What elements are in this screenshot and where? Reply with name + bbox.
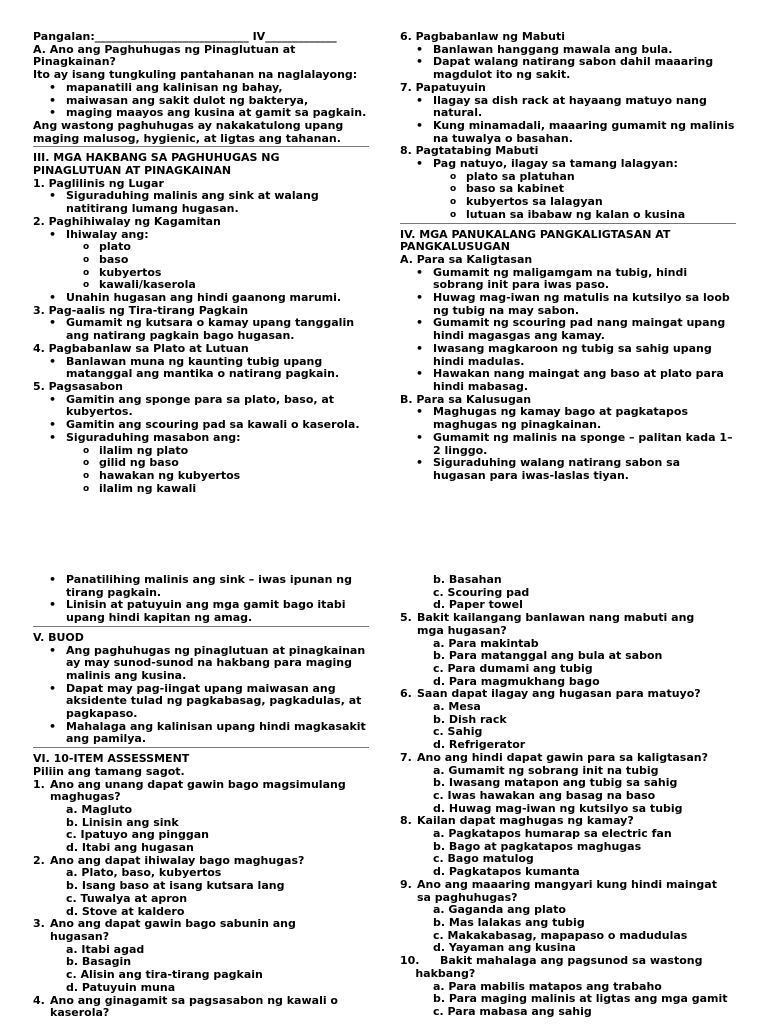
- text-line: Pangalan:____________________________ IV_____________: [33, 30, 337, 43]
- bullet-icon: •: [416, 291, 424, 305]
- bullet-text: gilid ng baso: [99, 456, 179, 470]
- bullet-continuation: hindi magasgas ang kamay.: [433, 329, 605, 343]
- hollow-bullet-icon: o: [83, 280, 90, 291]
- answer-option: a. Pagkatapos humarap sa electric fan: [433, 827, 672, 841]
- sub-bullet-item: [33, 483, 369, 496]
- bullet-item: [33, 721, 369, 734]
- bullet-text: Dapat walang natirang sabon dahil maaaring: [433, 55, 714, 69]
- answer-option: b. Dish rack: [433, 712, 507, 726]
- text-line: Ang wastong paghuhugas ay nakakatulong upang: [33, 118, 344, 132]
- text-line: V. BUOD: [33, 630, 84, 644]
- bullet-item: [400, 432, 736, 445]
- text-line: VI. 10-ITEM ASSESSMENT: [33, 752, 190, 766]
- section-divider: [33, 626, 369, 627]
- answer-option: a. Mesa: [433, 700, 481, 714]
- bullet-text: kubyertos sa lalagyan: [466, 195, 603, 209]
- question-item: [400, 612, 736, 625]
- question-number: 4.: [33, 993, 45, 1007]
- hollow-bullet-icon: o: [450, 209, 457, 220]
- question-text: Saan dapat ilagay ang hugasan para matuyo?: [417, 687, 701, 701]
- sub-bullet-item: [33, 241, 369, 254]
- text-line: A. Para sa Kaligtasan: [400, 252, 533, 266]
- section-divider: [33, 747, 369, 748]
- answer-option: d. Pagkatapos kumanta: [433, 865, 580, 879]
- bullet-item: [400, 56, 736, 69]
- answer-option: c. Scouring pad: [433, 585, 530, 599]
- bullet-icon: •: [416, 316, 424, 330]
- bullet-continuation: ang pamilya.: [66, 732, 147, 746]
- bullet-text: ilalim ng kawali: [99, 481, 197, 495]
- text-line: PINAGLUTUAN AT PINAGKAINAN: [33, 164, 232, 178]
- answer-option: b. Bago at pagkatapos maghugas: [433, 839, 642, 853]
- answer-option: d. Itabi ang hugasan: [66, 841, 194, 855]
- text-line: 6. Pagbabanlaw ng Mabuti: [400, 30, 565, 43]
- hollow-bullet-icon: o: [83, 242, 90, 253]
- bullet-text: Siguraduhing walang natirang sabon sa: [433, 456, 681, 470]
- bullet-continuation: 2 linggo.: [433, 443, 488, 457]
- answer-option: c. Ipatuyo ang pinggan: [66, 828, 209, 842]
- question-continuation: maghugas?: [50, 790, 121, 804]
- left-column-bottom: [33, 574, 369, 1020]
- bullet-text: kubyertos: [99, 265, 162, 279]
- bullet-icon: •: [416, 367, 424, 381]
- bullet-icon: •: [49, 106, 57, 120]
- bullet-text: Mahalaga ang kalinisan upang hindi magkasakit: [66, 719, 366, 733]
- text-line: IV. MGA PANUKALANG PANGKALIGTASAN AT: [400, 227, 671, 241]
- right-column-top: [400, 31, 736, 483]
- bullet-continuation: upang hindi kapitan ng amag.: [66, 611, 253, 625]
- bullet-item: [400, 267, 736, 280]
- answer-option: d. Patuyuin muna: [66, 980, 176, 994]
- bullet-text: plato: [99, 240, 131, 254]
- hollow-bullet-icon: o: [83, 483, 90, 494]
- bullet-continuation: magdulot ito ng sakit.: [433, 68, 571, 82]
- question-item: [400, 752, 736, 765]
- bullet-continuation: sobrang init para iwas paso.: [433, 278, 610, 292]
- question-text: Ano ang maaaring mangyari kung hindi maingat: [417, 877, 717, 891]
- bullet-item: [33, 107, 369, 120]
- question-text: Bakit mahalaga ang pagsunod sa wastong: [417, 954, 703, 968]
- answer-option: d. Yayaman ang kusina: [433, 941, 576, 955]
- question-item: [33, 995, 369, 1008]
- question-text: Ano ang dapat gawin bago sabunin ang: [50, 917, 296, 931]
- answer-option: a. Para makintab: [433, 636, 539, 650]
- text-line: Ito ay isang tungkuling pantahanan na naglalayong:: [33, 68, 358, 82]
- answer-option: c. Bago matulog: [433, 852, 534, 866]
- bullet-text: Iwasang magkaroon ng tubig sa sahig upang: [433, 341, 712, 355]
- bullet-text: Gumamit ng scouring pad nang maingat upang: [433, 316, 726, 330]
- bullet-item: [33, 292, 369, 305]
- bullet-icon: •: [416, 55, 424, 69]
- bullet-icon: •: [49, 291, 57, 305]
- bullet-text: Siguraduhing malinis ang sink at walang: [66, 189, 319, 203]
- bullet-text: baso sa kabinet: [466, 182, 564, 196]
- text-line: PANGKALUSUGAN: [400, 240, 510, 254]
- bullet-item: [33, 432, 369, 445]
- question-continuation: hugasan?: [50, 929, 110, 943]
- question-number: 2.: [33, 853, 45, 867]
- left-column-top: [33, 31, 369, 495]
- bullet-icon: •: [416, 157, 424, 171]
- bullet-item: [33, 645, 369, 658]
- answer-option: c. Iwas hawakan ang basag na baso: [433, 788, 656, 802]
- question-text: Ano ang dapat ihiwalay bago maghugas?: [50, 853, 305, 867]
- question-number: 6.: [400, 687, 412, 701]
- bullet-item: [33, 190, 369, 203]
- bullet-item: [33, 574, 369, 587]
- bullet-text: Huwag mag-iwan ng matulis na kutsilyo sa loob: [433, 291, 730, 305]
- answer-option: b. Isang baso at isang kutsara lang: [66, 879, 285, 893]
- bullet-item: [400, 406, 736, 419]
- question-text: Bakit kailangang banlawan nang mabuti ang: [417, 611, 695, 625]
- bullet-text: hawakan ng kubyertos: [99, 468, 241, 482]
- question-number: 1.: [33, 777, 45, 791]
- bullet-text: baso: [99, 252, 129, 266]
- bullet-icon: •: [49, 643, 57, 657]
- section-divider: [400, 223, 736, 224]
- bullet-continuation: hugasan para iwas-laslas tiyan.: [433, 468, 629, 482]
- bullet-text: Banlawan muna ng kaunting tubig upang: [66, 354, 323, 368]
- bullet-icon: •: [49, 681, 57, 695]
- sub-bullet-item: [400, 171, 736, 184]
- question-continuation: sa paghuhugas?: [417, 890, 518, 904]
- bullet-icon: •: [49, 227, 57, 241]
- bullet-text: Gumamit ng malinis na sponge – palitan kada 1–: [433, 430, 733, 444]
- answer-option: a. Magluto: [66, 802, 133, 816]
- bullet-continuation: pagkapaso.: [66, 707, 138, 721]
- section-divider: [33, 146, 369, 147]
- question-number: 7.: [400, 750, 412, 764]
- question-item: [400, 955, 736, 968]
- question-number: 5.: [400, 611, 412, 625]
- bullet-continuation: aksidente tulad ng pagkabasag, pagkadulas, at: [66, 694, 362, 708]
- bullet-icon: •: [416, 430, 424, 444]
- answer-option: c. Sahig: [433, 725, 483, 739]
- answer-option: c. Tuwalya at apron: [66, 891, 188, 905]
- text-line: 7. Papatuyuin: [400, 80, 486, 94]
- bullet-icon: •: [416, 341, 424, 355]
- hollow-bullet-icon: o: [450, 171, 457, 182]
- bullet-continuation: ang natirang pagkain bago hugasan.: [66, 329, 295, 343]
- bullet-item: [400, 343, 736, 356]
- bullet-item: [400, 457, 736, 470]
- bullet-icon: •: [416, 405, 424, 419]
- answer-option: b. Linisin ang sink: [66, 815, 179, 829]
- bullet-continuation: matanggal ang mantika o natirang pagkain.: [66, 367, 340, 381]
- answer-option: b. Para maging malinis at ligtas ang mga gamit: [433, 992, 728, 1006]
- bullet-text: Hawakan nang maingat ang baso at plato para: [433, 367, 724, 381]
- bullet-continuation: kubyertos.: [66, 405, 133, 419]
- sub-bullet-item: [33, 267, 369, 280]
- bullet-item: [33, 394, 369, 407]
- bullet-text: ilalim ng plato: [99, 443, 189, 457]
- answer-option: c. Alisin ang tira-tirang pagkain: [66, 968, 263, 982]
- answer-option: d. Paper towel: [433, 598, 523, 612]
- bullet-icon: •: [416, 93, 424, 107]
- text-line: A. Ano ang Paghuhugas ng Pinaglutuan at: [33, 42, 296, 56]
- bullet-text: mapanatili ang kalinisan ng bahay,: [66, 80, 283, 94]
- bullet-icon: •: [49, 80, 57, 94]
- question-number: 3.: [33, 917, 45, 931]
- text-line: 5. Pagsasabon: [33, 379, 123, 393]
- bullet-text: Ihiwalay ang:: [66, 227, 149, 241]
- bullet-item: [33, 317, 369, 330]
- text-line: maging malusog, hygienic, at ligtas ang tahanan.: [33, 131, 341, 145]
- bullet-text: Ang paghuhugas ng pinaglutuan at pinagkainan: [66, 643, 366, 657]
- bullet-item: [400, 317, 736, 330]
- question-text: Kailan dapat maghugas ng kamay?: [417, 814, 634, 828]
- bullet-continuation: hindi madulas.: [433, 354, 525, 368]
- bullet-continuation: natitirang lumang hugasan.: [66, 202, 239, 216]
- answer-option: b. Basagin: [66, 955, 132, 969]
- answer-option: b. Para matanggal ang bula at sabon: [433, 649, 663, 663]
- question-item: [33, 779, 369, 792]
- answer-option: a. Gaganda ang plato: [433, 903, 566, 917]
- bullet-icon: •: [49, 598, 57, 612]
- bullet-continuation: tirang pagkain.: [66, 585, 162, 599]
- text-line: Pinagkainan?: [33, 55, 116, 69]
- bullet-text: plato sa platuhan: [466, 169, 575, 183]
- text-line: 4. Pagbabanlaw sa Plato at Lutuan: [33, 341, 249, 355]
- bullet-text: Panatilihing malinis ang sink – iwas ipunan ng: [66, 573, 352, 586]
- bullet-text: Kung minamadali, maaaring gumamit ng malinis: [433, 118, 735, 132]
- answer-option: a. Gumamit ng sobrang init na tubig: [433, 763, 659, 777]
- text-line: hakbang?: [400, 966, 476, 980]
- bullet-text: kawali/kaserola: [99, 278, 196, 292]
- answer-option: c. Para dumami ang tubig: [433, 661, 593, 675]
- bullet-icon: •: [49, 719, 57, 733]
- answer-option: d. Refrigerator: [433, 738, 526, 752]
- sub-bullet-item: [33, 470, 369, 483]
- bullet-text: Gumamit ng maligamgam na tubig, hindi: [433, 265, 688, 279]
- question-item: [400, 815, 736, 828]
- hollow-bullet-icon: o: [83, 470, 90, 481]
- answer-option: c. Makakabasag, mapapaso o madudulas: [433, 928, 688, 942]
- bullet-text: Siguraduhing masabon ang:: [66, 430, 241, 444]
- bullet-icon: •: [416, 118, 424, 132]
- bullet-item: [33, 356, 369, 369]
- bullet-text: lutuan sa ibabaw ng kalan o kusina: [466, 207, 686, 221]
- bullet-text: maiwasan ang sakit dulot ng bakterya,: [66, 93, 309, 107]
- bullet-continuation: natural.: [433, 106, 483, 120]
- bullet-text: Gamitin ang scouring pad sa kawali o kaserola.: [66, 418, 360, 432]
- hollow-bullet-icon: o: [83, 254, 90, 265]
- right-column-bottom: [400, 574, 736, 1019]
- question-number: 10.: [400, 954, 420, 968]
- bullet-text: Pag natuyo, ilagay sa tamang lalagyan:: [433, 157, 678, 171]
- bullet-item: [33, 599, 369, 612]
- bullet-icon: •: [49, 354, 57, 368]
- bullet-continuation: na tuwalya o basahan.: [433, 131, 573, 145]
- question-continuation: kaserola?: [50, 1006, 110, 1020]
- answer-option: b. Iwasang matapon ang tubig sa sahig: [433, 776, 678, 790]
- answer-option: c. Para mabasa ang sahig: [433, 1004, 592, 1018]
- sub-bullet-item: [33, 254, 369, 267]
- hollow-bullet-icon: o: [83, 458, 90, 469]
- bullet-icon: •: [416, 456, 424, 470]
- bullet-icon: •: [49, 430, 57, 444]
- bullet-continuation: hindi mabasag.: [433, 379, 529, 393]
- hollow-bullet-icon: o: [83, 267, 90, 278]
- question-number: 8.: [400, 814, 412, 828]
- answer-option: a. Para mabilis matapos ang trabaho: [433, 979, 662, 993]
- bullet-text: Gumamit ng kutsara o kamay upang tanggalin: [66, 316, 355, 330]
- question-text: Ano ang unang dapat gawin bago magsimulang: [50, 777, 346, 791]
- text-line: III. MGA HAKBANG SA PAGHUHUGAS NG: [33, 151, 280, 165]
- answer-option: a. Plato, baso, kubyertos: [66, 866, 222, 880]
- bullet-text: Unahin hugasan ang hindi gaanong marumi.: [66, 291, 342, 305]
- answer-option: b. Mas lalakas ang tubig: [433, 915, 585, 929]
- answer-option: b. Basahan: [433, 573, 502, 586]
- bullet-icon: •: [416, 42, 424, 56]
- sub-bullet-item: [400, 209, 736, 222]
- bullet-icon: •: [49, 189, 57, 203]
- text-line: 1. Paglilinis ng Lugar: [33, 176, 164, 190]
- bullet-icon: •: [49, 93, 57, 107]
- bullet-item: [400, 292, 736, 305]
- bullet-continuation: maghugas ng pinagkainan.: [433, 418, 602, 432]
- question-item: [400, 688, 736, 701]
- question-continuation: mga hugasan?: [417, 623, 507, 637]
- bullet-icon: •: [49, 316, 57, 330]
- text-line: 3. Pag-aalis ng Tira-tirang Pagkain: [33, 303, 249, 317]
- answer-option: d. Stove at kaldero: [66, 904, 185, 918]
- text-line: 8. Pagtatabing Mabuti: [400, 144, 539, 158]
- question-item: [33, 855, 369, 868]
- bullet-item: [400, 95, 736, 108]
- bullet-text: Banlawan hanggang mawala ang bula.: [433, 42, 673, 56]
- text-line: B. Para sa Kalusugan: [400, 392, 532, 406]
- question-text: Ano ang ginagamit sa pagsasabon ng kawali o: [50, 993, 338, 1007]
- bullet-icon: •: [49, 418, 57, 432]
- text-line: Piliin ang tamang sagot.: [33, 764, 185, 778]
- bullet-text: maging maayos ang kusina at gamit sa pagkain.: [66, 106, 367, 120]
- bullet-text: Gamitin ang sponge para sa plato, baso, at: [66, 392, 335, 406]
- question-item: [33, 918, 369, 931]
- answer-option: a. Itabi agad: [66, 942, 145, 956]
- bullet-item: [33, 683, 369, 696]
- bullet-text: Ilagay sa dish rack at hayaang matuyo nang: [433, 93, 707, 107]
- hollow-bullet-icon: o: [450, 184, 457, 195]
- bullet-icon: •: [49, 392, 57, 406]
- question-number: 9.: [400, 877, 412, 891]
- question-text: Ano ang hindi dapat gawin para sa kaligtasan?: [417, 750, 708, 764]
- bullet-continuation: ng tubig na may sabon.: [433, 303, 580, 317]
- question-item: [400, 879, 736, 892]
- bullet-continuation: ay may sunod-sunod na hakbang para maging: [66, 656, 352, 670]
- bullet-item: [400, 120, 736, 133]
- hollow-bullet-icon: o: [83, 445, 90, 456]
- bullet-item: [400, 368, 736, 381]
- bullet-text: Maghugas ng kamay bago at pagkatapos: [433, 405, 689, 419]
- text-line: 2. Paghihiwalay ng Kagamitan: [33, 214, 221, 228]
- sub-bullet-item: [33, 445, 369, 458]
- bullet-continuation: malinis ang kusina.: [66, 668, 187, 682]
- bullet-item: [33, 229, 369, 242]
- bullet-icon: •: [416, 265, 424, 279]
- hollow-bullet-icon: o: [450, 197, 457, 208]
- answer-option: d. Para magmukhang bago: [433, 674, 600, 688]
- bullet-icon: •: [49, 573, 57, 586]
- bullet-text: Dapat may pag-iingat upang maiwasan ang: [66, 681, 336, 695]
- bullet-text: Linisin at patuyuin ang mga gamit bago itabi: [66, 598, 346, 612]
- answer-option: d. Huwag mag-iwan ng kutsilyo sa tubig: [433, 801, 683, 815]
